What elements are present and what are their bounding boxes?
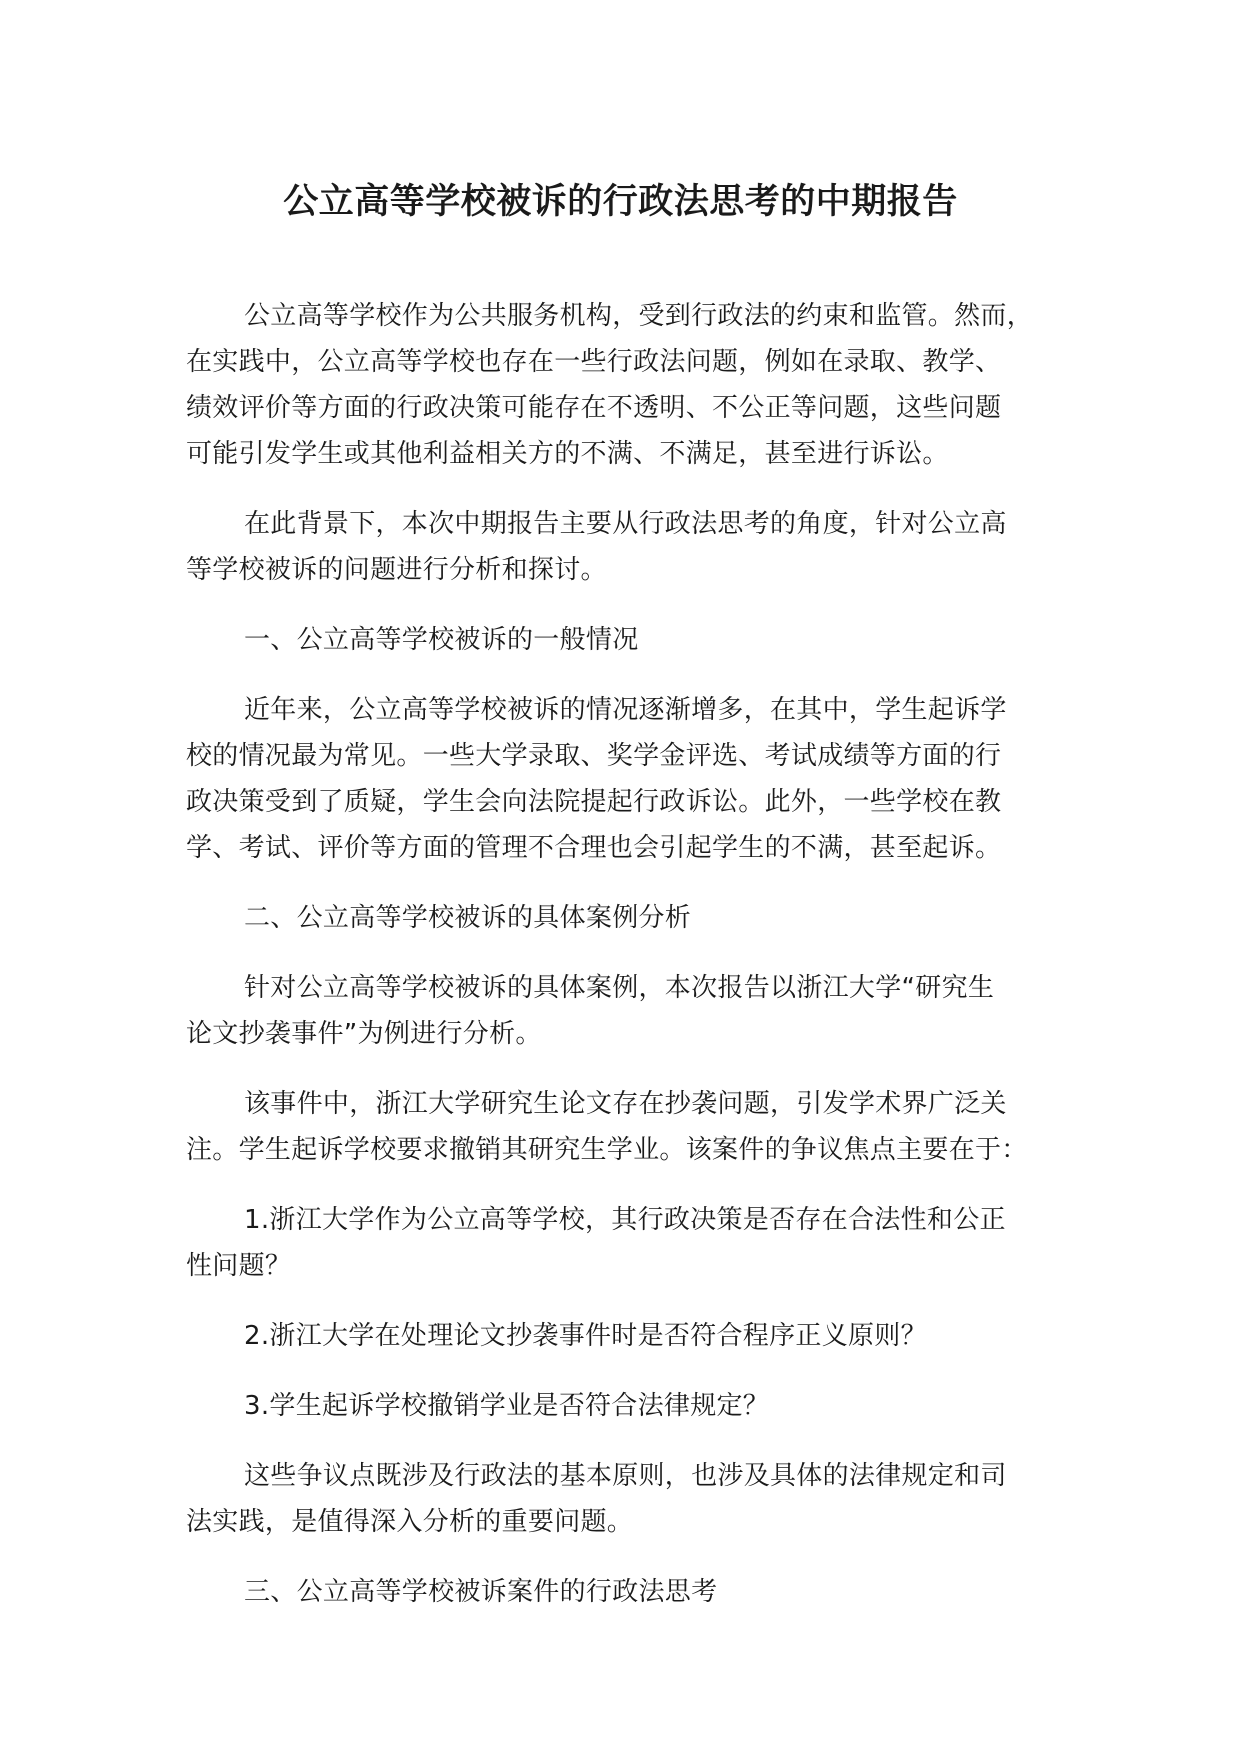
list-item-2 [186, 1313, 1056, 1359]
paragraph-line: 性问题？ [186, 1251, 292, 1281]
paragraph-case-intro [186, 965, 1056, 1057]
paragraph-line: 绩效评价等方面的行政决策可能存在不透明、不公正等问题，这些问题 [186, 393, 1002, 423]
paragraph-line: 可能引发学生或其他利益相关方的不满、不满足，甚至进行诉讼。 [186, 439, 949, 469]
section-heading-3 [186, 1569, 1056, 1615]
paragraph-line: 这些争议点既涉及行政法的基本原则，也涉及具体的法律规定和司 [244, 1461, 1007, 1491]
document-body [186, 293, 1056, 1639]
heading-line: 一、公立高等学校被诉的一般情况 [244, 625, 639, 655]
section-heading-1 [186, 617, 1056, 663]
paragraph-line: 1.浙江大学作为公立高等学校，其行政决策是否存在合法性和公正 [244, 1205, 1006, 1235]
document-title: 公立高等学校被诉的行政法思考的中期报告 [283, 182, 958, 222]
paragraph-background [186, 501, 1056, 593]
paragraph-line: 公立高等学校作为公共服务机构，受到行政法的约束和监管。然而， [244, 301, 1034, 331]
paragraph-line: 学、考试、评价等方面的管理不合理也会引起学生的不满，甚至起诉。 [186, 833, 1002, 863]
list-item-1 [186, 1197, 1056, 1289]
paragraph-line: 在此背景下，本次中期报告主要从行政法思考的角度，针对公立高 [244, 509, 1007, 539]
heading-line: 二、公立高等学校被诉的具体案例分析 [244, 903, 692, 933]
heading-line: 三、公立高等学校被诉案件的行政法思考 [244, 1577, 718, 1607]
section-heading-2 [186, 895, 1056, 941]
paragraph-dispute-summary [186, 1453, 1056, 1545]
paragraph-case-detail [186, 1081, 1056, 1173]
paragraph-general-situation [186, 687, 1056, 871]
paragraph-line: 法实践，是值得深入分析的重要问题。 [186, 1507, 634, 1537]
paragraph-line: 3.学生起诉学校撤销学业是否符合法律规定？ [244, 1391, 770, 1421]
paragraph-line: 针对公立高等学校被诉的具体案例，本次报告以浙江大学“研究生 [244, 973, 995, 1003]
paragraph-line: 2.浙江大学在处理论文抄袭事件时是否符合程序正义原则？ [244, 1321, 927, 1351]
paragraph-line: 政决策受到了质疑，学生会向法院提起行政诉讼。此外，一些学校在教 [186, 787, 1002, 817]
paragraph-line: 校的情况最为常见。一些大学录取、奖学金评选、考试成绩等方面的行 [186, 741, 1002, 771]
paragraph-line: 近年来，公立高等学校被诉的情况逐渐增多，在其中，学生起诉学 [244, 695, 1007, 725]
paragraph-line: 等学校被诉的问题进行分析和探讨。 [186, 555, 607, 585]
paragraph-line: 论文抄袭事件”为例进行分析。 [186, 1019, 542, 1049]
paragraph-line: 注。学生起诉学校要求撤销其研究生学业。该案件的争议焦点主要在于： [186, 1135, 1028, 1165]
paragraph-line: 在实践中，公立高等学校也存在一些行政法问题，例如在录取、教学、 [186, 347, 1002, 377]
paragraph-line: 该事件中，浙江大学研究生论文存在抄袭问题，引发学术界广泛关 [244, 1089, 1007, 1119]
paragraph-intro [186, 293, 1056, 477]
list-item-3 [186, 1383, 1056, 1429]
